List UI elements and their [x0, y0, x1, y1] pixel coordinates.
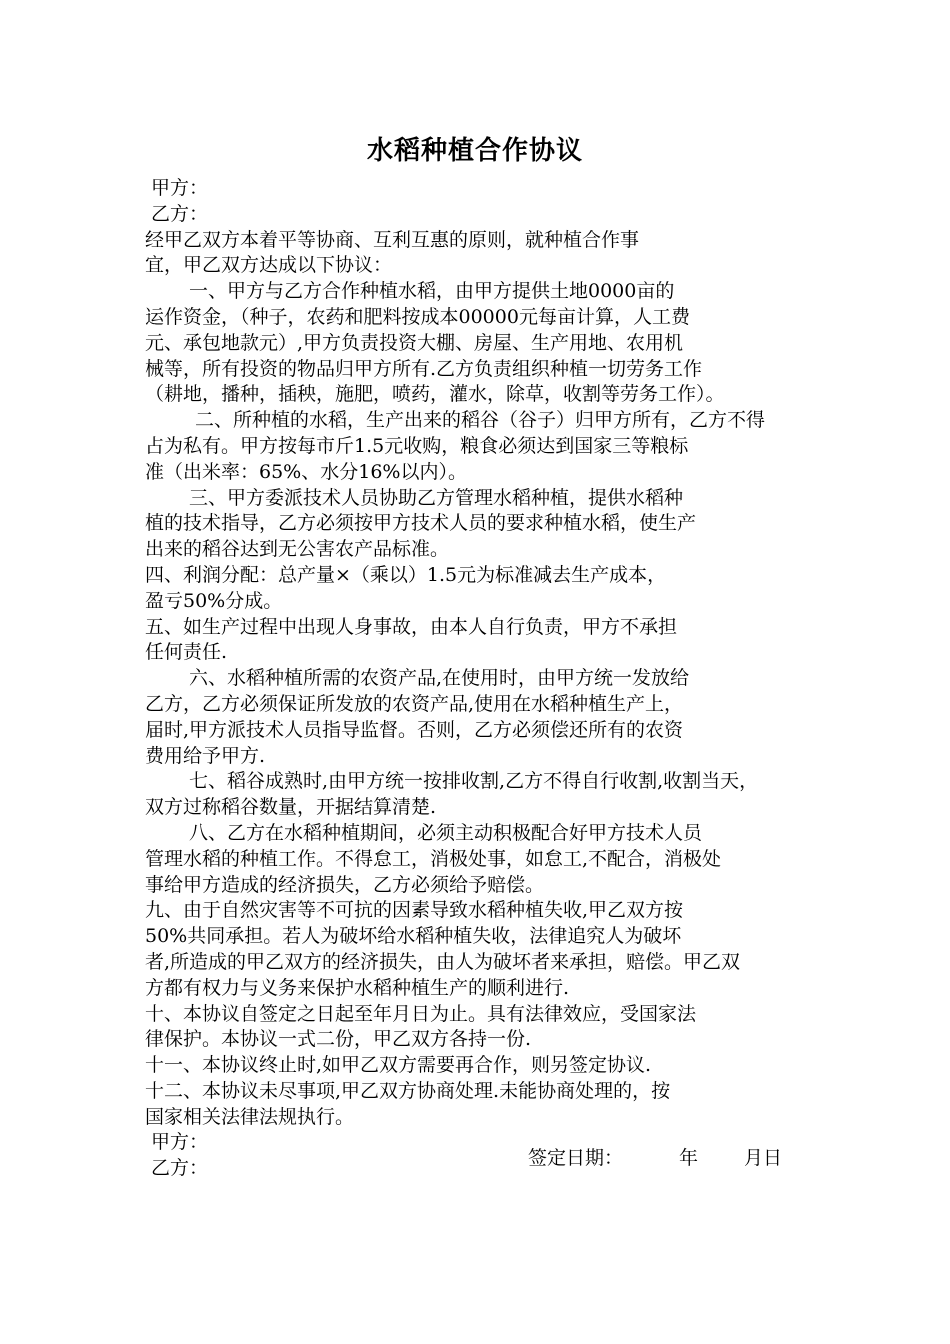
text-line: 准（出米率：65%、水分16%以内）。 — [145, 460, 467, 483]
text-line: 一、甲方与乙方合作种植水稻，由甲方提供土地0000亩的 — [189, 280, 675, 303]
text-line: 事给甲方造成的经济损失，乙方必须给予赔偿。 — [145, 873, 545, 896]
text-line: 十、本协议自签定之日起至年月日为止。具有法律效应，受国家法 — [145, 1002, 697, 1025]
text-line: 乙方，乙方必须保证所发放的农资产品,使用在水稻种植生产上， — [145, 692, 684, 715]
text-line: 甲方： — [151, 177, 209, 199]
text-line: 者,所造成的甲乙双方的经济损失，由人为破坏者来承担，赔偿。甲乙双 — [145, 950, 741, 973]
text-line: 元、承包地款元）,甲方负责投资大棚、房屋、生产用地、农用机 — [145, 331, 684, 354]
text-line: （耕地，播种，插秧，施肥，喷药，灌水，除草，收割等劳务工作）。 — [145, 383, 725, 406]
text-line: 四、利润分配：总产量×（乘以）1.5元为标准减去生产成本， — [145, 563, 667, 586]
text-line: 械等，所有投资的物品归甲方所有.乙方负责组织种植一切劳务工作 — [145, 357, 703, 380]
text-line: 出来的稻谷达到无公害农产品标准。 — [145, 538, 450, 561]
text-line: 乙方： — [151, 202, 209, 225]
text-line: 管理水稻的种植工作。不得怠工，消极处事，如怠工,不配合，消极处 — [145, 847, 722, 870]
signing-year: 年 — [679, 1147, 699, 1169]
text-line: 三、甲方委派技术人员协助乙方管理水稻种植，提供水稻种 — [189, 486, 684, 509]
text-line: 盈亏50%分成。 — [145, 589, 283, 612]
text-line: 宜，甲乙双方达成以下协议： — [145, 254, 393, 277]
text-line: 植的技术指导，乙方必须按甲方技术人员的要求种植水稻，使生产 — [145, 512, 697, 535]
text-line: 费用给予甲方. — [145, 744, 266, 767]
signing-month-day: 月日 — [744, 1147, 783, 1169]
signing-date — [528, 1143, 782, 1170]
signing-date-label: 签定日期： — [528, 1147, 624, 1169]
text-line: 律保护。本协议一式二份，甲乙双方各持一份. — [145, 1028, 532, 1051]
text-line: 九、由于自然灾害等不可抗的因素导致水稻种植失收,甲乙双方按 — [145, 899, 684, 922]
text-line: 届时,甲方派技术人员指导监督。否则，乙方必须偿还所有的农资 — [145, 718, 684, 741]
text-line: 十一、本协议终止时,如甲乙双方需要再合作，则另签定协议. — [145, 1054, 652, 1077]
text-line: 方都有权力与义务来保护水稻种植生产的顺利进行. — [145, 976, 570, 999]
text-line: 占为私有。甲方按每市斤1.5元收购，粮食必须达到国家三等粮标 — [145, 434, 689, 457]
text-line: 五、如生产过程中出现人身事故，由本人自行负责，甲方不承担 — [145, 615, 678, 638]
text-line: 十二、本协议未尽事项,甲乙双方协商处理.未能协商处理的，按 — [145, 1079, 671, 1102]
text-line: 经甲乙双方本着平等协商、互利互惠的原则，就种植合作事 — [145, 228, 640, 251]
text-line: 八、乙方在水稻种植期间，必须主动积极配合好甲方技术人员 — [189, 821, 703, 844]
text-line: 七、稻谷成熟时,由甲方统一按排收割,乙方不得自行收割,收割当天， — [189, 770, 759, 793]
text-line: 甲方： — [151, 1131, 209, 1154]
text-line: 二、所种植的水稻，生产出来的稻谷（谷子）归甲方所有，乙方不得 — [195, 409, 766, 432]
text-line: 国家相关法律法规执行。 — [145, 1105, 355, 1128]
document-title: 水稻种植合作协议 — [366, 136, 583, 166]
text-line: 六、水稻种植所需的农资产品,在使用时，由甲方统一发放给 — [189, 667, 690, 690]
document-body — [145, 176, 815, 1182]
text-line: 50%共同承担。若人为破坏给水稻种植失收，法律追究人为破坏 — [145, 925, 682, 948]
text-line: 任何责任. — [145, 641, 228, 664]
text-line: 双方过称稻谷数量，开据结算清楚. — [145, 796, 437, 819]
text-line: 乙方： — [151, 1157, 209, 1180]
text-line: 运作资金，（种子，农药和肥料按成本00000元每亩计算，人工费 — [145, 305, 690, 328]
